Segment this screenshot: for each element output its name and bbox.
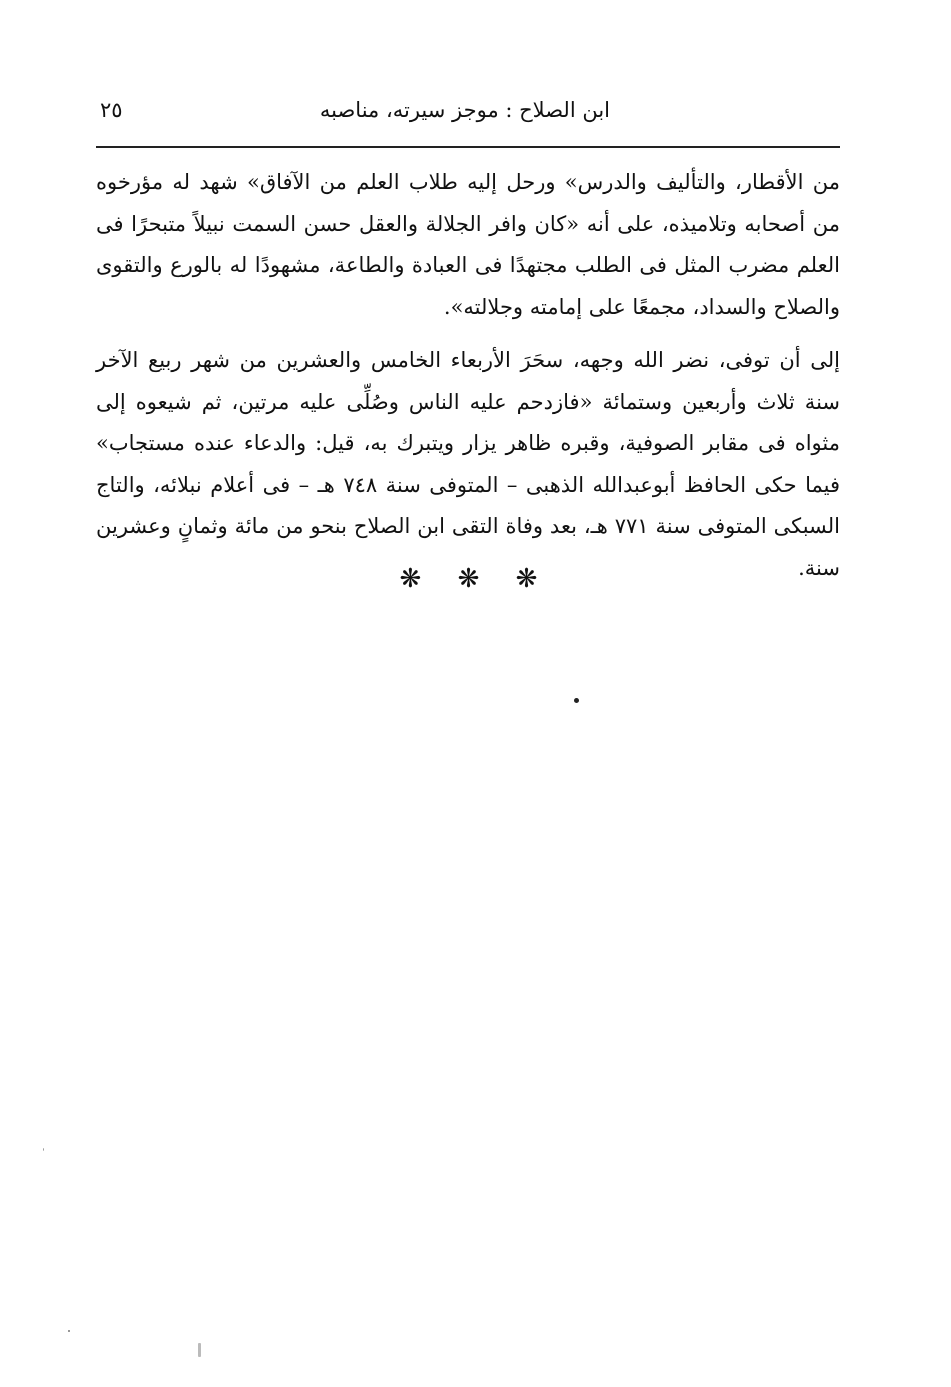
body-text: [96, 162, 840, 589]
print-speck: [574, 698, 579, 703]
paragraph: من الأقطار، والتأليف والدرس» ورحل إليه طلاب العلم من الآفاق» شهد له مؤرخوه من أصحابه وتلاميذه، على أنه «كان وافر الجلالة والعقل حسن السمت نبيلاً متبحرًا فى العلم مضرب المثل فى الطلب مجتهدًا فى العبادة والطاعة، مشهودًا له بالورع والتقوى والصلاح والسداد، مجمعًا على إمامته وجلالته».: [96, 170, 840, 319]
print-speck: [198, 1343, 201, 1357]
print-speck: [68, 1330, 70, 1332]
page-header: [96, 88, 840, 138]
header-rule: [96, 146, 840, 148]
section-separator: ❋ ❋ ❋: [399, 564, 552, 594]
running-title: ابن الصلاح : موجز سيرته، مناصبه: [319, 98, 610, 122]
print-speck: [43, 1148, 44, 1151]
paragraph: إلى أن توفى، نضر الله وجهه، سحَرَ الأربعاء الخامس والعشرين من شهر ربيع الآخر سنة ثلاث وأربعين وستمائة «فازدحم عليه الناس وصُلِّى عليه مرتين، ثم شيعوه إلى مثواه فى مقابر الصوفية، وقبره ظاهر يزار ويتبرك به، قيل: والدعاء عنده مستجاب» فيما حكى الحافظ أبوعبدالله الذهبى – المتوفى سنة ٧٤٨ هـ – فى أعلام نبلائه، والتاج السبكى المتوفى سنة ٧٧١ هـ، بعد وفاة التقى ابن الصلاح بنحو من مائة وثمانٍ وعشرين سنة.: [96, 348, 840, 580]
page-number: ٢٥: [100, 98, 123, 122]
